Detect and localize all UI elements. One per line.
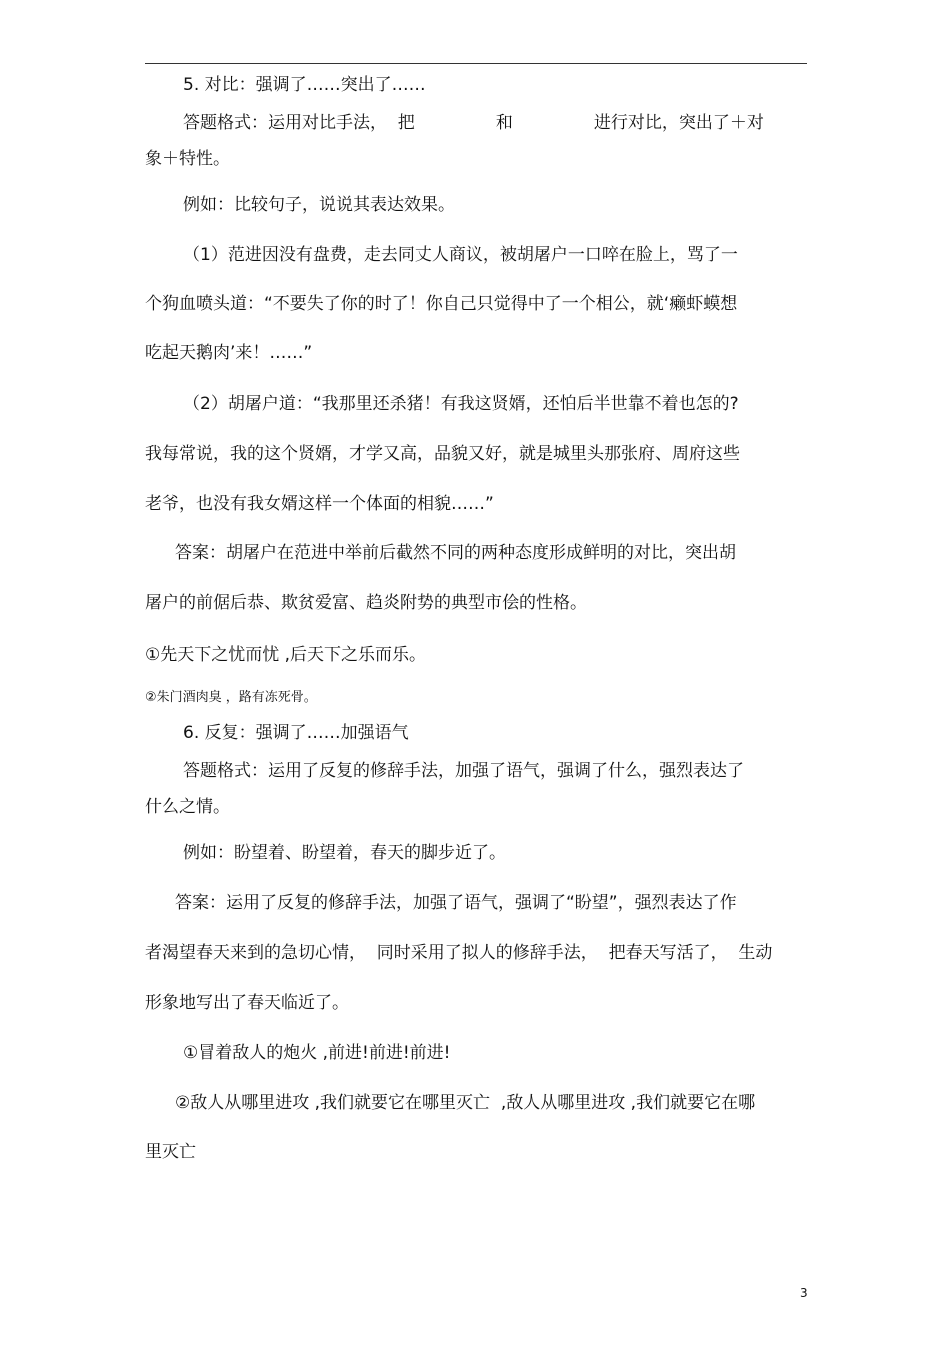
example-repetition: 例如：盼望着、盼望着，春天的脚步近了。 — [183, 843, 506, 863]
heading-contrast: 5. 对比：强调了……突出了…… — [183, 75, 426, 95]
example-sentence-2: （2）胡屠户道：“我那里还杀猪！有我这贤婿，还怕后半世靠不着也怎的? — [183, 394, 739, 414]
answer-format-repetition-cont: 什么之情。 — [145, 797, 230, 817]
answer-contrast: 答案：胡屠户在范进中举前后截然不同的两种态度形成鲜明的对比，突出胡 — [175, 543, 736, 563]
answer-contrast-cont: 屠户的前倨后恭、欺贫爱富、趋炎附势的典型市侩的性格。 — [145, 593, 587, 613]
example-sentence-1-end: 吃起天鹅肉’来！……” — [145, 343, 313, 363]
example-contrast: 例如：比较句子，说说其表达效果。 — [183, 195, 455, 215]
example-sentence-2-cont: 我每常说，我的这个贤婿，才学又高，品貌又好，就是城里头那张府、周府这些 — [145, 444, 740, 464]
answer-format-contrast-cont: 象＋特性。 — [145, 149, 230, 169]
answer-repetition-cont: 者渴望春天来到的急切心情， 同时采用了拟人的修辞手法， 把春天写活了， 生动 — [145, 943, 773, 963]
quote-repetition-1: ①冒着敌人的炮火 ,前进!前进!前进! — [183, 1043, 451, 1063]
answer-format-contrast: 答题格式：运用对比手法， 把 和 进行对比，突出了＋对 — [183, 113, 764, 133]
heading-repetition: 6. 反复：强调了……加强语气 — [183, 723, 409, 743]
example-sentence-1-cont: 个狗血喷头道：“不要失了你的时了！你自己只觉得中了一个相公，就‘癞虾蟆想 — [145, 294, 738, 314]
example-sentence-2-end: 老爷，也没有我女婿这样一个体面的相貌……” — [145, 494, 494, 514]
example-sentence-1: （1）范进因没有盘费，走去同丈人商议，被胡屠户一口啐在脸上，骂了一 — [183, 245, 738, 265]
answer-repetition-end: 形象地写出了春天临近了。 — [145, 993, 349, 1013]
answer-repetition: 答案：运用了反复的修辞手法，加强了语气，强调了“盼望”，强烈表达了作 — [175, 893, 737, 913]
quote-repetition-2-end: 里灭亡 — [145, 1142, 196, 1162]
quote-contrast-2: ②朱门酒肉臭 ，路有冻死骨。 — [145, 690, 317, 705]
answer-format-repetition: 答题格式：运用了反复的修辞手法，加强了语气，强调了什么，强烈表达了 — [183, 761, 744, 781]
quote-repetition-2: ②敌人从哪里进攻 ,我们就要它在哪里灭亡 ,敌人从哪里进攻 ,我们就要它在哪 — [175, 1093, 756, 1113]
page-number: 3 — [800, 1286, 808, 1300]
quote-contrast-1: ①先天下之忧而忧 ,后天下之乐而乐。 — [145, 645, 427, 665]
header-rule — [145, 63, 807, 64]
